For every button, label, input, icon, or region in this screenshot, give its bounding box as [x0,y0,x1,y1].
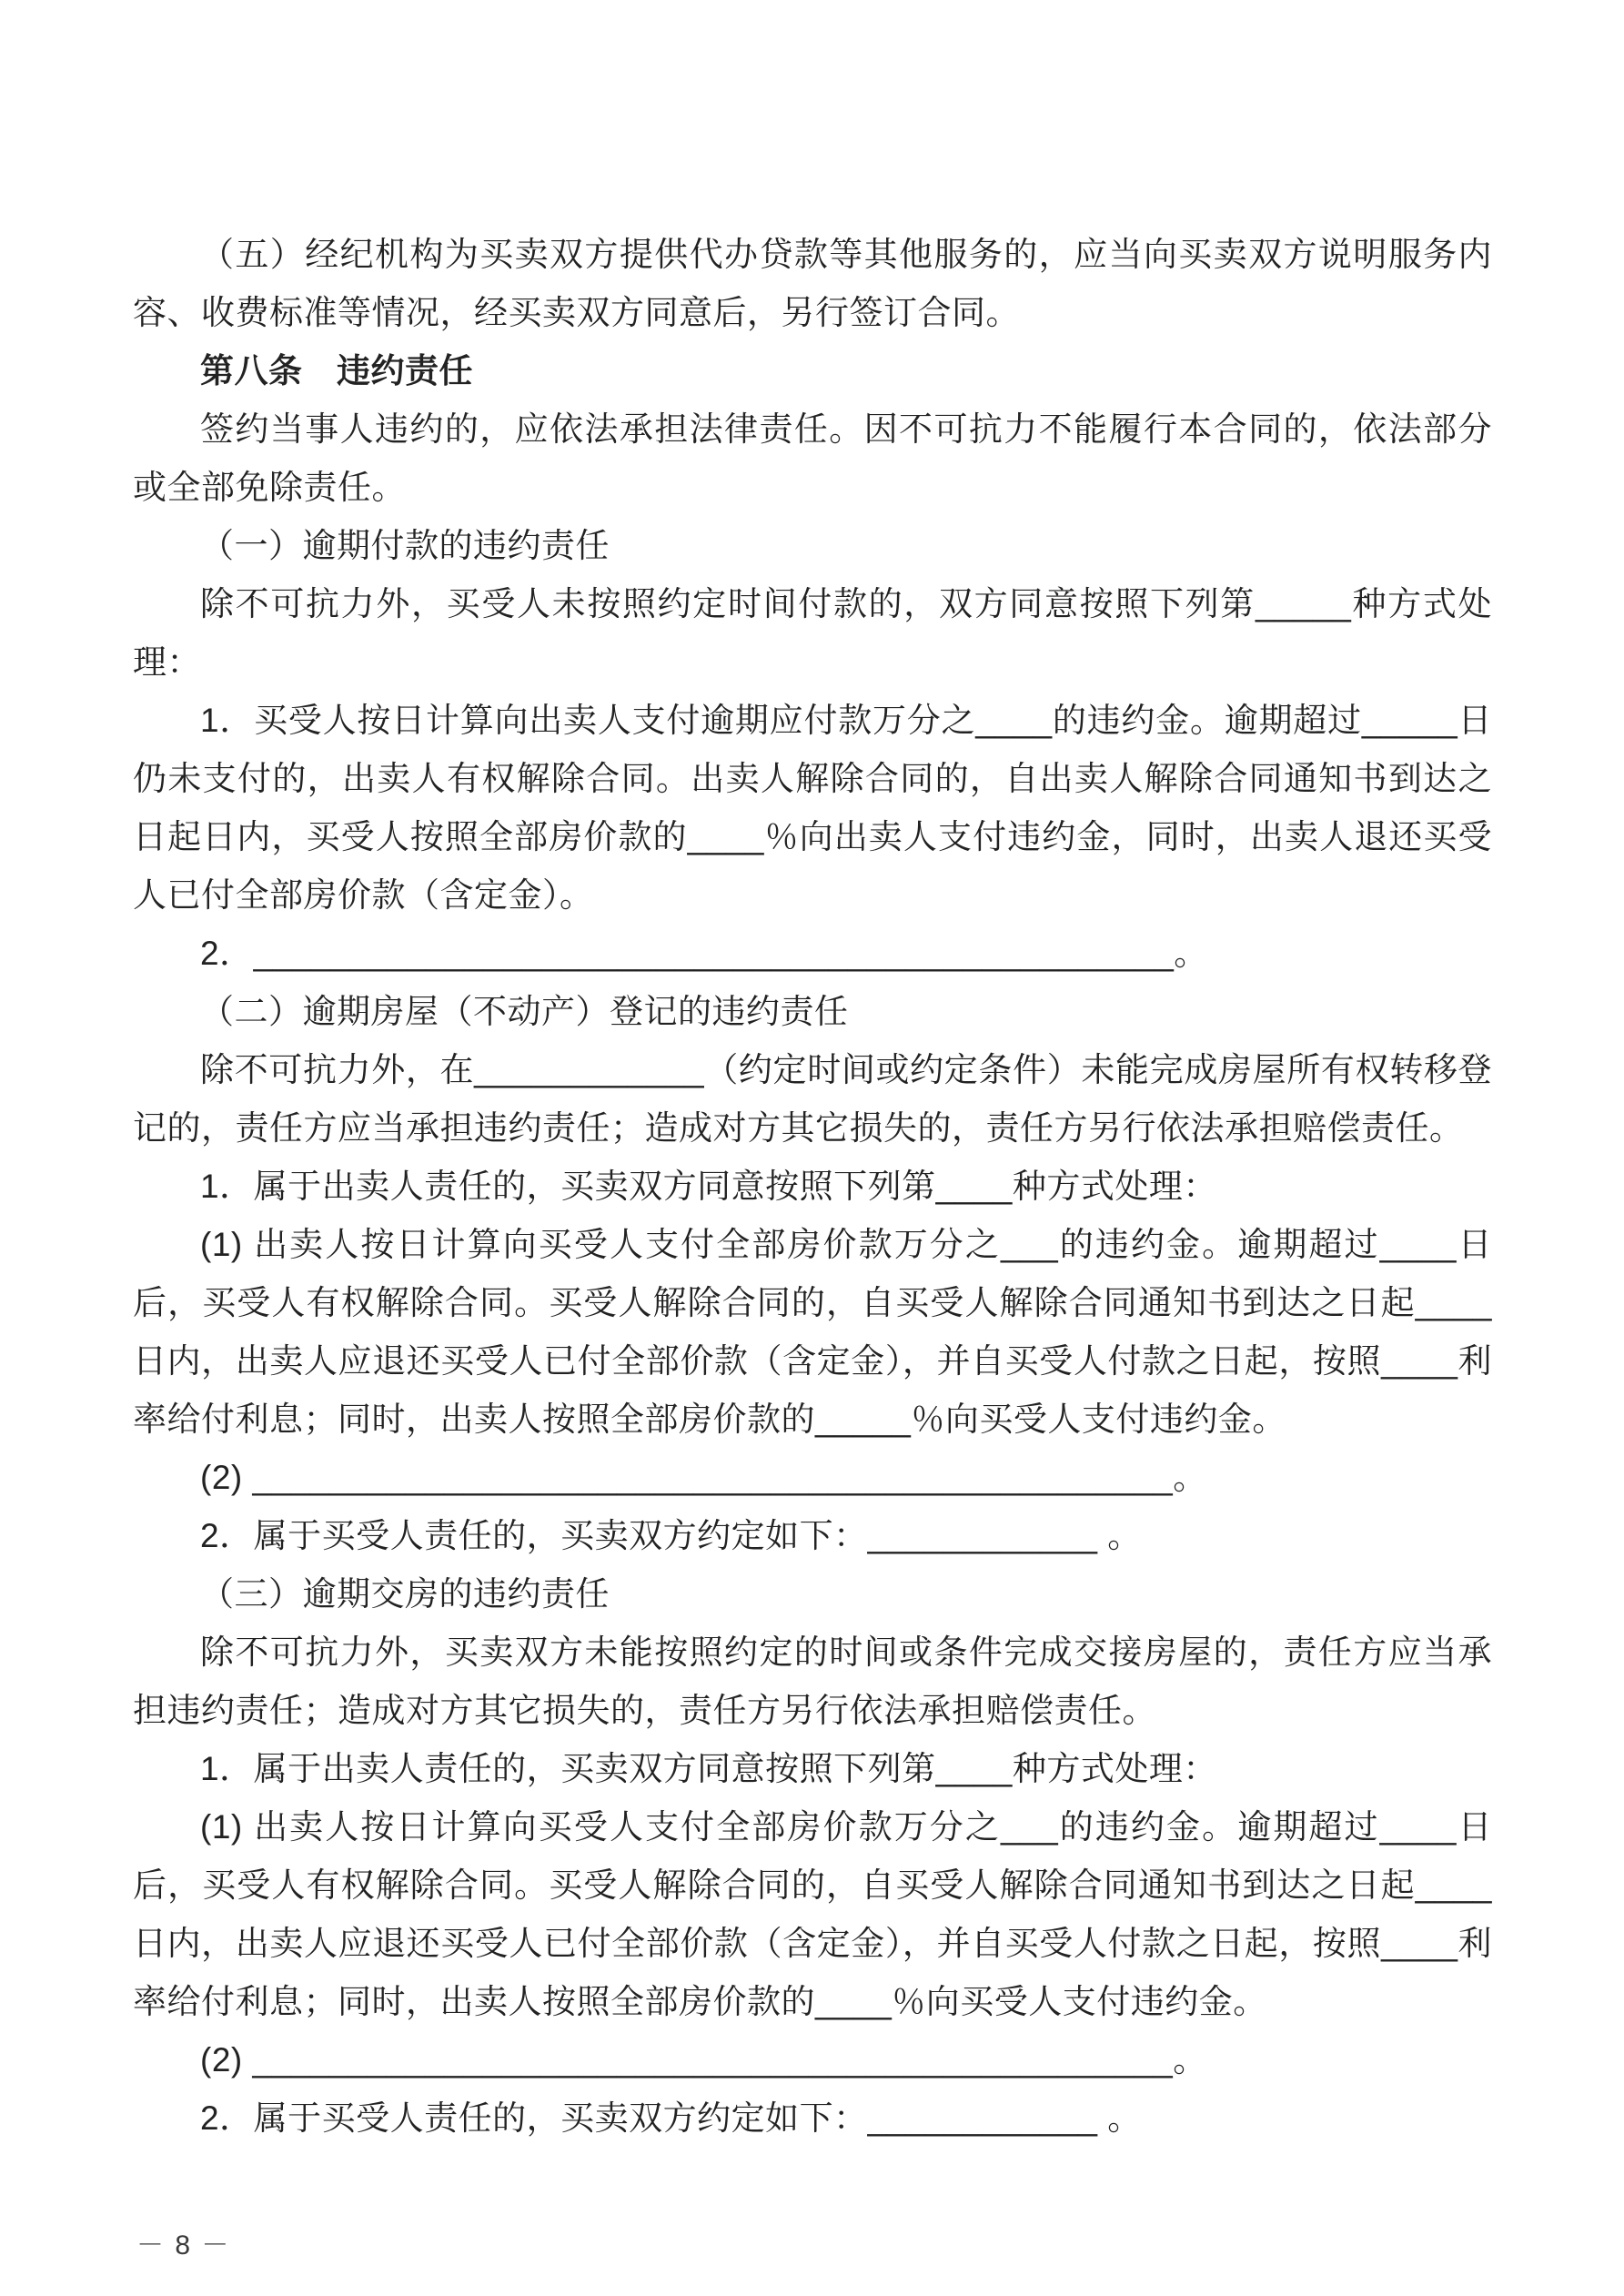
section-3-item-1-option-1: (1) 出卖人按日计算向买受人支付全部房价款万分之___的违约金。逾期超过____日后，买受人有权解除合同。买受人解除合同的，自买受人解除合同通知书到达之日起____日内，出卖人应退还买受人已付全部价款（含定金），并自买受人付款之日起，按照____利率给付利息；同时，出卖人按照全部房价款的____％向买受人支付违约金。 [133,1808,1492,2020]
section-3-item-1: 1．属于出卖人责任的，买卖双方同意按照下列第____种方式处理： [200,1750,1217,1787]
section-1-item-2-blank: 2．________________________________________________。 [200,935,1208,972]
section-2-item-2: 2．属于买受人责任的，买卖双方约定如下：____________ 。 [200,1517,1142,1554]
section-1-item-1: 1．买受人按日计算向出卖人支付逾期应付款万分之____的违约金。逾期超过_____日仍未支付的，出卖人有权解除合同。出卖人解除合同的，自出卖人解除合同通知书到达之日起日内，买受人按照全部房价款的____％向出卖人支付违约金，同时，出卖人退还买受人已付全部房价款（含定金）。 [133,702,1492,914]
clause-5-brokerage-services: （五）经纪机构为买卖双方提供代办贷款等其他服务的，应当向买卖双方说明服务内容、收费标准等情况，经买卖双方同意后，另行签订合同。 [133,236,1492,331]
page-number: － 8 － [136,2230,231,2261]
section-2-item-1-option-1: (1) 出卖人按日计算向买受人支付全部房价款万分之___的违约金。逾期超过____日后，买受人有权解除合同。买受人解除合同的，自买受人解除合同通知书到达之日起____日内，出卖人应退还买受人已付全部价款（含定金），并自买受人付款之日起，按照____利率给付利息；同时，出卖人按照全部房价款的_____％向买受人支付违约金。 [133,1226,1492,1438]
section-1-intro: 除不可抗力外，买受人未按照约定时间付款的，双方同意按照下列第_____种方式处理： [133,585,1492,681]
article-8-intro: 签约当事人违约的，应依法承担法律责任。因不可抗力不能履行本合同的，依法部分或全部免除责任。 [133,410,1492,506]
section-3-item-2: 2．属于买受人责任的，买卖双方约定如下：____________ 。 [200,2099,1142,2137]
section-1-heading-overdue-payment: （一）逾期付款的违约责任 [200,527,610,564]
section-3-heading-overdue-delivery: （三）逾期交房的违约责任 [200,1575,610,1613]
section-3-intro: 除不可抗力外，买卖双方未能按照约定的时间或条件完成交接房屋的，责任方应当承担违约责任；造成对方其它损失的，责任方另行依法承担赔偿责任。 [133,1633,1492,1729]
section-2-item-1: 1．属于出卖人责任的，买卖双方同意按照下列第____种方式处理： [200,1168,1217,1205]
article-8-heading: 第八条 违约责任 [200,352,473,389]
section-2-item-1-option-2-blank: (2) ________________________________________________。 [200,1459,1207,1496]
section-3-item-1-option-2-blank: (2) ________________________________________________。 [200,2041,1207,2079]
section-2-intro: 除不可抗力外，在____________（约定时间或约定条件）未能完成房屋所有权转移登记的，责任方应当承担违约责任；造成对方其它损失的，责任方另行依法承担赔偿责任。 [133,1051,1492,1147]
document-content [133,226,1492,2148]
section-2-heading-overdue-registration: （二）逾期房屋（不动产）登记的违约责任 [200,993,849,1030]
